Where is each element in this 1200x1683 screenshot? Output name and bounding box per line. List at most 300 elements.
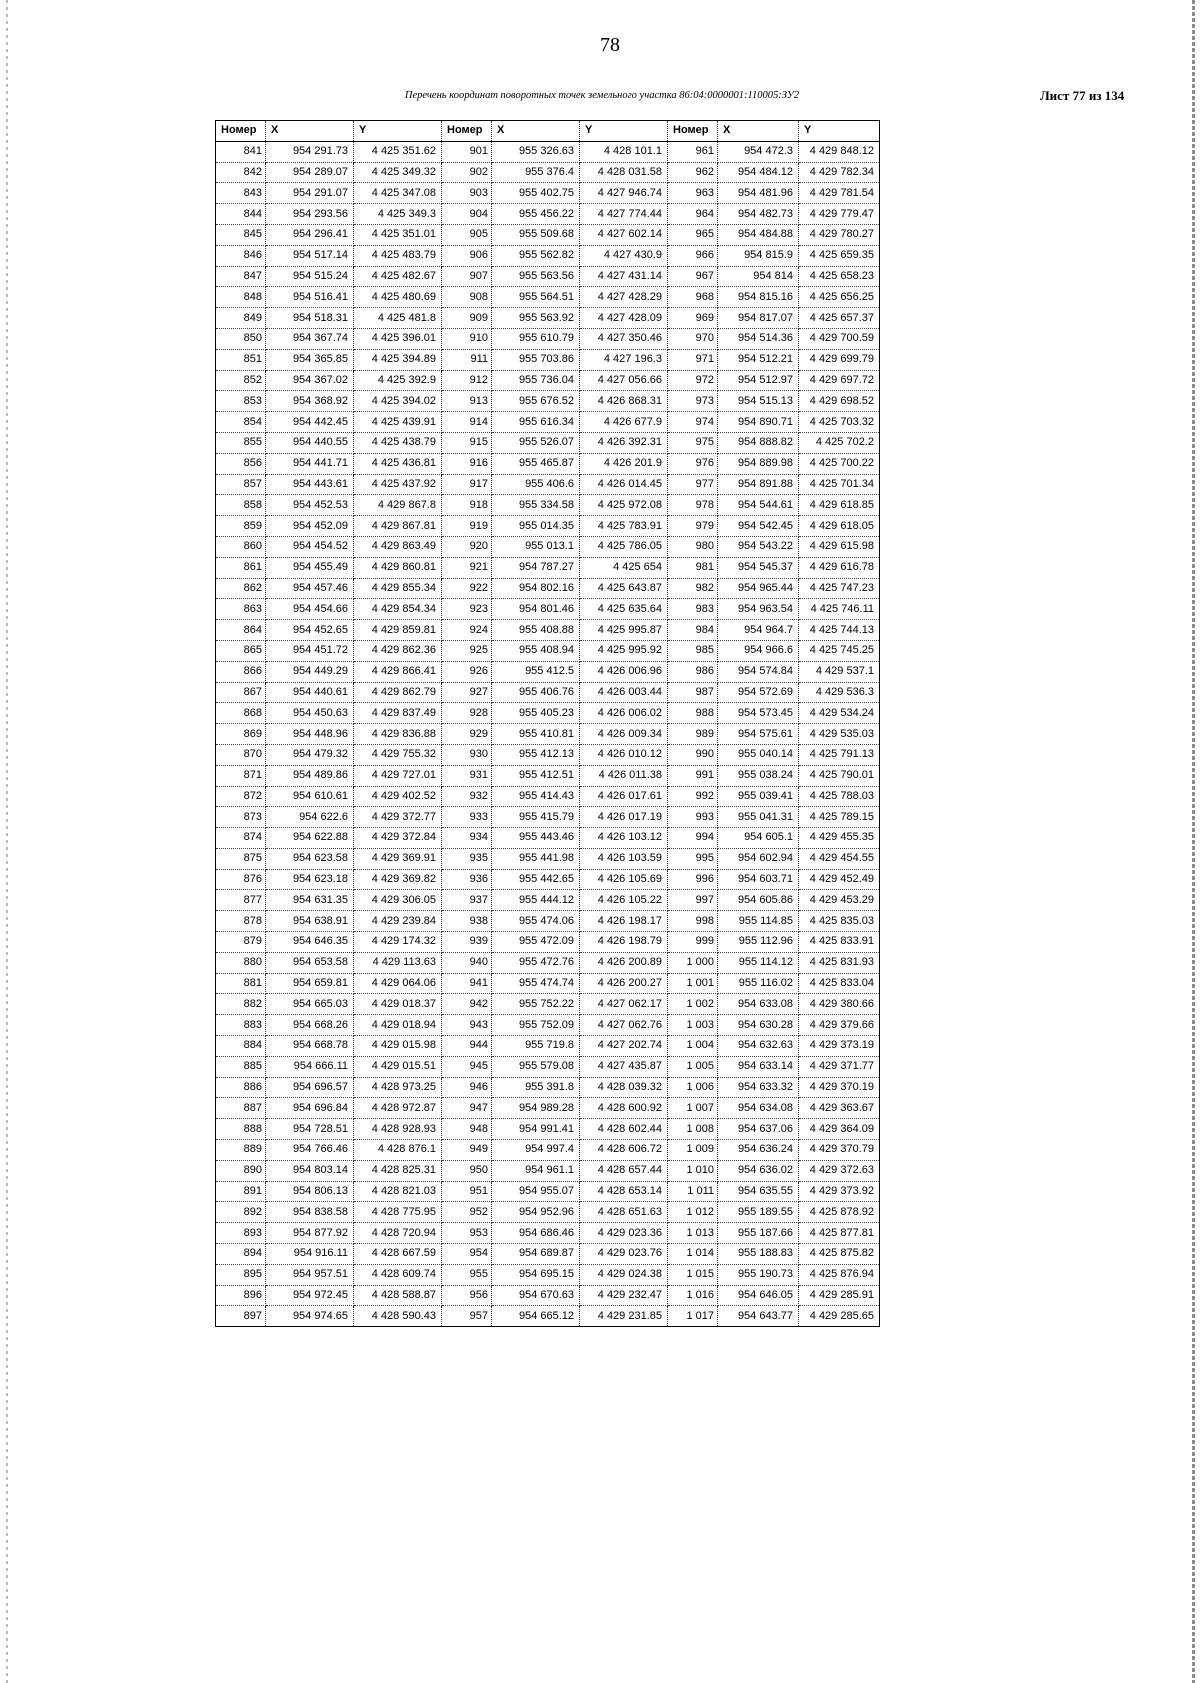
x-coordinate-cell: 954 481.96 bbox=[718, 183, 799, 204]
y-coordinate-cell: 4 429 380.66 bbox=[799, 994, 880, 1015]
point-number-cell: 903 bbox=[442, 183, 492, 204]
point-number-cell: 992 bbox=[668, 786, 718, 807]
point-number-cell: 987 bbox=[668, 682, 718, 703]
x-coordinate-cell: 954 574.84 bbox=[718, 661, 799, 682]
y-coordinate-cell: 4 425 659.35 bbox=[799, 245, 880, 266]
point-number-cell: 877 bbox=[216, 890, 266, 911]
point-number-cell: 928 bbox=[442, 703, 492, 724]
table-row bbox=[216, 1160, 880, 1181]
point-number-cell: 989 bbox=[668, 724, 718, 745]
point-number-cell: 1 005 bbox=[668, 1056, 718, 1077]
point-number-cell: 1 008 bbox=[668, 1119, 718, 1140]
y-coordinate-cell: 4 428 825.31 bbox=[354, 1160, 442, 1181]
point-number-cell: 1 000 bbox=[668, 952, 718, 973]
table-row bbox=[216, 703, 880, 724]
y-coordinate-cell: 4 428 590.43 bbox=[354, 1306, 442, 1327]
x-coordinate-cell: 955 405.23 bbox=[492, 703, 580, 724]
y-coordinate-cell: 4 425 351.01 bbox=[354, 224, 442, 245]
point-number-cell: 979 bbox=[668, 516, 718, 537]
y-coordinate-cell: 4 429 306.05 bbox=[354, 890, 442, 911]
point-number-cell: 883 bbox=[216, 1015, 266, 1036]
y-coordinate-cell: 4 429 537.1 bbox=[799, 661, 880, 682]
point-number-cell: 843 bbox=[216, 183, 266, 204]
point-number-cell: 980 bbox=[668, 536, 718, 557]
table-row bbox=[216, 308, 880, 329]
x-coordinate-cell: 954 633.32 bbox=[718, 1077, 799, 1098]
table-row bbox=[216, 370, 880, 391]
point-number-cell: 955 bbox=[442, 1264, 492, 1285]
x-coordinate-cell: 955 676.52 bbox=[492, 391, 580, 412]
point-number-cell: 969 bbox=[668, 308, 718, 329]
x-coordinate-cell: 955 402.75 bbox=[492, 183, 580, 204]
y-coordinate-cell: 4 425 746.11 bbox=[799, 599, 880, 620]
x-coordinate-cell: 954 454.66 bbox=[266, 599, 354, 620]
point-number-cell: 841 bbox=[216, 141, 266, 162]
x-coordinate-cell: 954 631.35 bbox=[266, 890, 354, 911]
point-number-cell: 881 bbox=[216, 973, 266, 994]
point-number-cell: 946 bbox=[442, 1077, 492, 1098]
x-coordinate-cell: 954 670.63 bbox=[492, 1285, 580, 1306]
y-coordinate-cell: 4 428 602.44 bbox=[580, 1119, 668, 1140]
table-row bbox=[216, 994, 880, 1015]
point-number-cell: 853 bbox=[216, 391, 266, 412]
point-number-cell: 965 bbox=[668, 224, 718, 245]
point-number-cell: 1 013 bbox=[668, 1223, 718, 1244]
table-row bbox=[216, 1306, 880, 1327]
point-number-cell: 860 bbox=[216, 536, 266, 557]
x-coordinate-cell: 954 961.1 bbox=[492, 1160, 580, 1181]
x-coordinate-cell: 954 916.11 bbox=[266, 1244, 354, 1265]
point-number-cell: 1 017 bbox=[668, 1306, 718, 1327]
table-row bbox=[216, 162, 880, 183]
table-row bbox=[216, 1264, 880, 1285]
point-number-cell: 974 bbox=[668, 412, 718, 433]
x-coordinate-cell: 955 415.79 bbox=[492, 807, 580, 828]
x-coordinate-cell: 954 440.61 bbox=[266, 682, 354, 703]
y-coordinate-cell: 4 429 232.47 bbox=[580, 1285, 668, 1306]
point-number-cell: 1 014 bbox=[668, 1244, 718, 1265]
point-number-cell: 941 bbox=[442, 973, 492, 994]
point-number-cell: 846 bbox=[216, 245, 266, 266]
y-coordinate-cell: 4 425 481.8 bbox=[354, 308, 442, 329]
y-coordinate-cell: 4 426 105.69 bbox=[580, 869, 668, 890]
y-coordinate-cell: 4 425 394.02 bbox=[354, 391, 442, 412]
y-coordinate-cell: 4 427 428.09 bbox=[580, 308, 668, 329]
y-coordinate-cell: 4 429 373.92 bbox=[799, 1181, 880, 1202]
point-number-cell: 963 bbox=[668, 183, 718, 204]
x-coordinate-cell: 955 412.51 bbox=[492, 765, 580, 786]
x-coordinate-cell: 954 443.61 bbox=[266, 474, 354, 495]
header-number-1: Номер bbox=[216, 121, 266, 142]
y-coordinate-cell: 4 426 677.9 bbox=[580, 412, 668, 433]
y-coordinate-cell: 4 429 402.52 bbox=[354, 786, 442, 807]
y-coordinate-cell: 4 427 062.76 bbox=[580, 1015, 668, 1036]
x-coordinate-cell: 955 736.04 bbox=[492, 370, 580, 391]
point-number-cell: 875 bbox=[216, 848, 266, 869]
point-number-cell: 879 bbox=[216, 932, 266, 953]
x-coordinate-cell: 955 189.55 bbox=[718, 1202, 799, 1223]
y-coordinate-cell: 4 427 350.46 bbox=[580, 328, 668, 349]
y-coordinate-cell: 4 429 285.65 bbox=[799, 1306, 880, 1327]
table-row bbox=[216, 807, 880, 828]
x-coordinate-cell: 955 112.96 bbox=[718, 932, 799, 953]
x-coordinate-cell: 954 696.84 bbox=[266, 1098, 354, 1119]
point-number-cell: 962 bbox=[668, 162, 718, 183]
y-coordinate-cell: 4 427 435.87 bbox=[580, 1056, 668, 1077]
point-number-cell: 915 bbox=[442, 432, 492, 453]
header-y-2: Y bbox=[580, 121, 668, 142]
table-row bbox=[216, 1202, 880, 1223]
x-coordinate-cell: 955 474.74 bbox=[492, 973, 580, 994]
point-number-cell: 971 bbox=[668, 349, 718, 370]
scan-left-edge bbox=[6, 0, 8, 1683]
point-number-cell: 872 bbox=[216, 786, 266, 807]
point-number-cell: 951 bbox=[442, 1181, 492, 1202]
x-coordinate-cell: 954 515.24 bbox=[266, 266, 354, 287]
x-coordinate-cell: 955 444.12 bbox=[492, 890, 580, 911]
y-coordinate-cell: 4 425 972.08 bbox=[580, 495, 668, 516]
y-coordinate-cell: 4 425 392.9 bbox=[354, 370, 442, 391]
point-number-cell: 896 bbox=[216, 1285, 266, 1306]
table-row bbox=[216, 1077, 880, 1098]
y-coordinate-cell: 4 426 003.44 bbox=[580, 682, 668, 703]
x-coordinate-cell: 954 440.55 bbox=[266, 432, 354, 453]
x-coordinate-cell: 954 452.53 bbox=[266, 495, 354, 516]
table-row bbox=[216, 1056, 880, 1077]
x-coordinate-cell: 954 545.37 bbox=[718, 557, 799, 578]
y-coordinate-cell: 4 425 788.03 bbox=[799, 786, 880, 807]
y-coordinate-cell: 4 425 394.89 bbox=[354, 349, 442, 370]
point-number-cell: 976 bbox=[668, 453, 718, 474]
x-coordinate-cell: 955 406.76 bbox=[492, 682, 580, 703]
y-coordinate-cell: 4 429 859.81 bbox=[354, 620, 442, 641]
y-coordinate-cell: 4 425 349.32 bbox=[354, 162, 442, 183]
y-coordinate-cell: 4 429 755.32 bbox=[354, 744, 442, 765]
x-coordinate-cell: 954 441.71 bbox=[266, 453, 354, 474]
table-row bbox=[216, 536, 880, 557]
x-coordinate-cell: 955 410.81 bbox=[492, 724, 580, 745]
y-coordinate-cell: 4 429 239.84 bbox=[354, 911, 442, 932]
point-number-cell: 852 bbox=[216, 370, 266, 391]
point-number-cell: 997 bbox=[668, 890, 718, 911]
point-number-cell: 1 007 bbox=[668, 1098, 718, 1119]
y-coordinate-cell: 4 426 103.59 bbox=[580, 848, 668, 869]
y-coordinate-cell: 4 429 372.63 bbox=[799, 1160, 880, 1181]
header-number-3: Номер bbox=[668, 121, 718, 142]
y-coordinate-cell: 4 428 876.1 bbox=[354, 1140, 442, 1161]
y-coordinate-cell: 4 428 667.59 bbox=[354, 1244, 442, 1265]
y-coordinate-cell: 4 429 455.35 bbox=[799, 828, 880, 849]
y-coordinate-cell: 4 429 860.81 bbox=[354, 557, 442, 578]
x-coordinate-cell: 954 514.36 bbox=[718, 328, 799, 349]
point-number-cell: 923 bbox=[442, 599, 492, 620]
y-coordinate-cell: 4 429 369.91 bbox=[354, 848, 442, 869]
y-coordinate-cell: 4 428 928.93 bbox=[354, 1119, 442, 1140]
y-coordinate-cell: 4 426 392.31 bbox=[580, 432, 668, 453]
y-coordinate-cell: 4 425 482.67 bbox=[354, 266, 442, 287]
x-coordinate-cell: 954 972.45 bbox=[266, 1285, 354, 1306]
point-number-cell: 942 bbox=[442, 994, 492, 1015]
table-row bbox=[216, 141, 880, 162]
point-number-cell: 938 bbox=[442, 911, 492, 932]
x-coordinate-cell: 954 964.7 bbox=[718, 620, 799, 641]
y-coordinate-cell: 4 426 014.45 bbox=[580, 474, 668, 495]
x-coordinate-cell: 954 542.45 bbox=[718, 516, 799, 537]
table-row bbox=[216, 266, 880, 287]
y-coordinate-cell: 4 425 995.92 bbox=[580, 640, 668, 661]
y-coordinate-cell: 4 425 438.79 bbox=[354, 432, 442, 453]
y-coordinate-cell: 4 428 973.25 bbox=[354, 1077, 442, 1098]
header-y-3: Y bbox=[799, 121, 880, 142]
x-coordinate-cell: 955 408.88 bbox=[492, 620, 580, 641]
x-coordinate-cell: 954 890.71 bbox=[718, 412, 799, 433]
y-coordinate-cell: 4 425 831.93 bbox=[799, 952, 880, 973]
header-x-1: X bbox=[266, 121, 354, 142]
point-number-cell: 864 bbox=[216, 620, 266, 641]
point-number-cell: 1 009 bbox=[668, 1140, 718, 1161]
x-coordinate-cell: 955 564.51 bbox=[492, 287, 580, 308]
point-number-cell: 906 bbox=[442, 245, 492, 266]
y-coordinate-cell: 4 425 635.64 bbox=[580, 599, 668, 620]
x-coordinate-cell: 954 610.61 bbox=[266, 786, 354, 807]
y-coordinate-cell: 4 429 018.94 bbox=[354, 1015, 442, 1036]
y-coordinate-cell: 4 425 789.15 bbox=[799, 807, 880, 828]
x-coordinate-cell: 954 573.45 bbox=[718, 703, 799, 724]
point-number-cell: 1 001 bbox=[668, 973, 718, 994]
x-coordinate-cell: 954 952.96 bbox=[492, 1202, 580, 1223]
x-coordinate-cell: 954 636.24 bbox=[718, 1140, 799, 1161]
point-number-cell: 904 bbox=[442, 204, 492, 225]
x-coordinate-cell: 954 653.58 bbox=[266, 952, 354, 973]
y-coordinate-cell: 4 428 609.74 bbox=[354, 1264, 442, 1285]
x-coordinate-cell: 955 014.35 bbox=[492, 516, 580, 537]
x-coordinate-cell: 954 623.18 bbox=[266, 869, 354, 890]
y-coordinate-cell: 4 428 606.72 bbox=[580, 1140, 668, 1161]
point-number-cell: 918 bbox=[442, 495, 492, 516]
x-coordinate-cell: 954 602.94 bbox=[718, 848, 799, 869]
point-number-cell: 931 bbox=[442, 765, 492, 786]
x-coordinate-cell: 955 526.07 bbox=[492, 432, 580, 453]
x-coordinate-cell: 954 289.07 bbox=[266, 162, 354, 183]
x-coordinate-cell: 954 512.21 bbox=[718, 349, 799, 370]
y-coordinate-cell: 4 425 483.79 bbox=[354, 245, 442, 266]
table-row bbox=[216, 932, 880, 953]
table-row bbox=[216, 495, 880, 516]
y-coordinate-cell: 4 429 370.19 bbox=[799, 1077, 880, 1098]
x-coordinate-cell: 954 957.51 bbox=[266, 1264, 354, 1285]
point-number-cell: 973 bbox=[668, 391, 718, 412]
point-number-cell: 866 bbox=[216, 661, 266, 682]
y-coordinate-cell: 4 425 744.13 bbox=[799, 620, 880, 641]
y-coordinate-cell: 4 428 031.58 bbox=[580, 162, 668, 183]
x-coordinate-cell: 955 616.34 bbox=[492, 412, 580, 433]
y-coordinate-cell: 4 427 428.29 bbox=[580, 287, 668, 308]
point-number-cell: 952 bbox=[442, 1202, 492, 1223]
point-number-cell: 914 bbox=[442, 412, 492, 433]
x-coordinate-cell: 955 190.73 bbox=[718, 1264, 799, 1285]
y-coordinate-cell: 4 429 453.29 bbox=[799, 890, 880, 911]
y-coordinate-cell: 4 425 745.25 bbox=[799, 640, 880, 661]
y-coordinate-cell: 4 425 790.01 bbox=[799, 765, 880, 786]
point-number-cell: 949 bbox=[442, 1140, 492, 1161]
point-number-cell: 991 bbox=[668, 765, 718, 786]
x-coordinate-cell: 954 484.12 bbox=[718, 162, 799, 183]
table-row bbox=[216, 224, 880, 245]
y-coordinate-cell: 4 425 786.05 bbox=[580, 536, 668, 557]
x-coordinate-cell: 954 637.06 bbox=[718, 1119, 799, 1140]
table-row bbox=[216, 557, 880, 578]
point-number-cell: 924 bbox=[442, 620, 492, 641]
x-coordinate-cell: 954 632.63 bbox=[718, 1036, 799, 1057]
point-number-cell: 986 bbox=[668, 661, 718, 682]
point-number-cell: 993 bbox=[668, 807, 718, 828]
table-row bbox=[216, 412, 880, 433]
point-number-cell: 929 bbox=[442, 724, 492, 745]
point-number-cell: 995 bbox=[668, 848, 718, 869]
y-coordinate-cell: 4 425 875.82 bbox=[799, 1244, 880, 1265]
y-coordinate-cell: 4 425 833.91 bbox=[799, 932, 880, 953]
x-coordinate-cell: 955 442.65 bbox=[492, 869, 580, 890]
table-row bbox=[216, 1098, 880, 1119]
table-row bbox=[216, 869, 880, 890]
table-row bbox=[216, 973, 880, 994]
point-number-cell: 874 bbox=[216, 828, 266, 849]
point-number-cell: 947 bbox=[442, 1098, 492, 1119]
table-row bbox=[216, 1223, 880, 1244]
x-coordinate-cell: 955 040.14 bbox=[718, 744, 799, 765]
table-row bbox=[216, 1285, 880, 1306]
y-coordinate-cell: 4 427 430.9 bbox=[580, 245, 668, 266]
table-row bbox=[216, 1244, 880, 1265]
table-row bbox=[216, 786, 880, 807]
point-number-cell: 905 bbox=[442, 224, 492, 245]
y-coordinate-cell: 4 429 866.41 bbox=[354, 661, 442, 682]
y-coordinate-cell: 4 426 200.89 bbox=[580, 952, 668, 973]
y-coordinate-cell: 4 426 017.61 bbox=[580, 786, 668, 807]
y-coordinate-cell: 4 426 105.22 bbox=[580, 890, 668, 911]
y-coordinate-cell: 4 429 780.27 bbox=[799, 224, 880, 245]
point-number-cell: 1 003 bbox=[668, 1015, 718, 1036]
table-row bbox=[216, 848, 880, 869]
table-row bbox=[216, 640, 880, 661]
x-coordinate-cell: 954 630.28 bbox=[718, 1015, 799, 1036]
point-number-cell: 968 bbox=[668, 287, 718, 308]
point-number-cell: 922 bbox=[442, 578, 492, 599]
table-row bbox=[216, 183, 880, 204]
point-number-cell: 878 bbox=[216, 911, 266, 932]
y-coordinate-cell: 4 429 862.36 bbox=[354, 640, 442, 661]
y-coordinate-cell: 4 425 654 bbox=[580, 557, 668, 578]
x-coordinate-cell: 954 668.26 bbox=[266, 1015, 354, 1036]
x-coordinate-cell: 954 605.86 bbox=[718, 890, 799, 911]
x-coordinate-cell: 955 703.86 bbox=[492, 349, 580, 370]
table-row bbox=[216, 661, 880, 682]
y-coordinate-cell: 4 428 657.44 bbox=[580, 1160, 668, 1181]
x-coordinate-cell: 954 296.41 bbox=[266, 224, 354, 245]
point-number-cell: 937 bbox=[442, 890, 492, 911]
x-coordinate-cell: 954 365.85 bbox=[266, 349, 354, 370]
point-number-cell: 856 bbox=[216, 453, 266, 474]
y-coordinate-cell: 4 429 174.32 bbox=[354, 932, 442, 953]
table-row bbox=[216, 890, 880, 911]
y-coordinate-cell: 4 426 017.19 bbox=[580, 807, 668, 828]
x-coordinate-cell: 954 689.87 bbox=[492, 1244, 580, 1265]
point-number-cell: 910 bbox=[442, 328, 492, 349]
table-row bbox=[216, 744, 880, 765]
y-coordinate-cell: 4 426 198.17 bbox=[580, 911, 668, 932]
y-coordinate-cell: 4 425 700.22 bbox=[799, 453, 880, 474]
y-coordinate-cell: 4 429 015.51 bbox=[354, 1056, 442, 1077]
point-number-cell: 886 bbox=[216, 1077, 266, 1098]
x-coordinate-cell: 954 646.05 bbox=[718, 1285, 799, 1306]
y-coordinate-cell: 4 429 231.85 bbox=[580, 1306, 668, 1327]
x-coordinate-cell: 954 686.46 bbox=[492, 1223, 580, 1244]
point-number-cell: 998 bbox=[668, 911, 718, 932]
y-coordinate-cell: 4 429 867.8 bbox=[354, 495, 442, 516]
y-coordinate-cell: 4 429 113.63 bbox=[354, 952, 442, 973]
point-number-cell: 870 bbox=[216, 744, 266, 765]
y-coordinate-cell: 4 425 783.91 bbox=[580, 516, 668, 537]
y-coordinate-cell: 4 429 779.47 bbox=[799, 204, 880, 225]
point-number-cell: 983 bbox=[668, 599, 718, 620]
header-x-3: X bbox=[718, 121, 799, 142]
point-number-cell: 948 bbox=[442, 1119, 492, 1140]
point-number-cell: 981 bbox=[668, 557, 718, 578]
y-coordinate-cell: 4 426 201.9 bbox=[580, 453, 668, 474]
point-number-cell: 854 bbox=[216, 412, 266, 433]
table-row bbox=[216, 828, 880, 849]
x-coordinate-cell: 955 472.09 bbox=[492, 932, 580, 953]
point-number-cell: 920 bbox=[442, 536, 492, 557]
point-number-cell: 925 bbox=[442, 640, 492, 661]
x-coordinate-cell: 954 666.11 bbox=[266, 1056, 354, 1077]
y-coordinate-cell: 4 429 781.54 bbox=[799, 183, 880, 204]
x-coordinate-cell: 954 877.92 bbox=[266, 1223, 354, 1244]
point-number-cell: 1 004 bbox=[668, 1036, 718, 1057]
table-body bbox=[216, 141, 880, 1326]
point-number-cell: 935 bbox=[442, 848, 492, 869]
y-coordinate-cell: 4 429 618.85 bbox=[799, 495, 880, 516]
x-coordinate-cell: 954 801.46 bbox=[492, 599, 580, 620]
table-row bbox=[216, 432, 880, 453]
x-coordinate-cell: 954 889.98 bbox=[718, 453, 799, 474]
point-number-cell: 966 bbox=[668, 245, 718, 266]
point-number-cell: 1 015 bbox=[668, 1264, 718, 1285]
x-coordinate-cell: 954 728.51 bbox=[266, 1119, 354, 1140]
x-coordinate-cell: 955 443.46 bbox=[492, 828, 580, 849]
table-row bbox=[216, 245, 880, 266]
y-coordinate-cell: 4 429 370.79 bbox=[799, 1140, 880, 1161]
y-coordinate-cell: 4 429 371.77 bbox=[799, 1056, 880, 1077]
y-coordinate-cell: 4 425 877.81 bbox=[799, 1223, 880, 1244]
y-coordinate-cell: 4 427 062.17 bbox=[580, 994, 668, 1015]
point-number-cell: 926 bbox=[442, 661, 492, 682]
y-coordinate-cell: 4 429 700.59 bbox=[799, 328, 880, 349]
point-number-cell: 857 bbox=[216, 474, 266, 495]
point-number-cell: 956 bbox=[442, 1285, 492, 1306]
x-coordinate-cell: 954 766.46 bbox=[266, 1140, 354, 1161]
y-coordinate-cell: 4 427 946.74 bbox=[580, 183, 668, 204]
y-coordinate-cell: 4 426 103.12 bbox=[580, 828, 668, 849]
y-coordinate-cell: 4 426 010.12 bbox=[580, 744, 668, 765]
x-coordinate-cell: 954 803.14 bbox=[266, 1160, 354, 1181]
y-coordinate-cell: 4 429 616.78 bbox=[799, 557, 880, 578]
y-coordinate-cell: 4 429 015.98 bbox=[354, 1036, 442, 1057]
table-row bbox=[216, 578, 880, 599]
y-coordinate-cell: 4 425 439.91 bbox=[354, 412, 442, 433]
x-coordinate-cell: 954 293.56 bbox=[266, 204, 354, 225]
y-coordinate-cell: 4 429 372.84 bbox=[354, 828, 442, 849]
